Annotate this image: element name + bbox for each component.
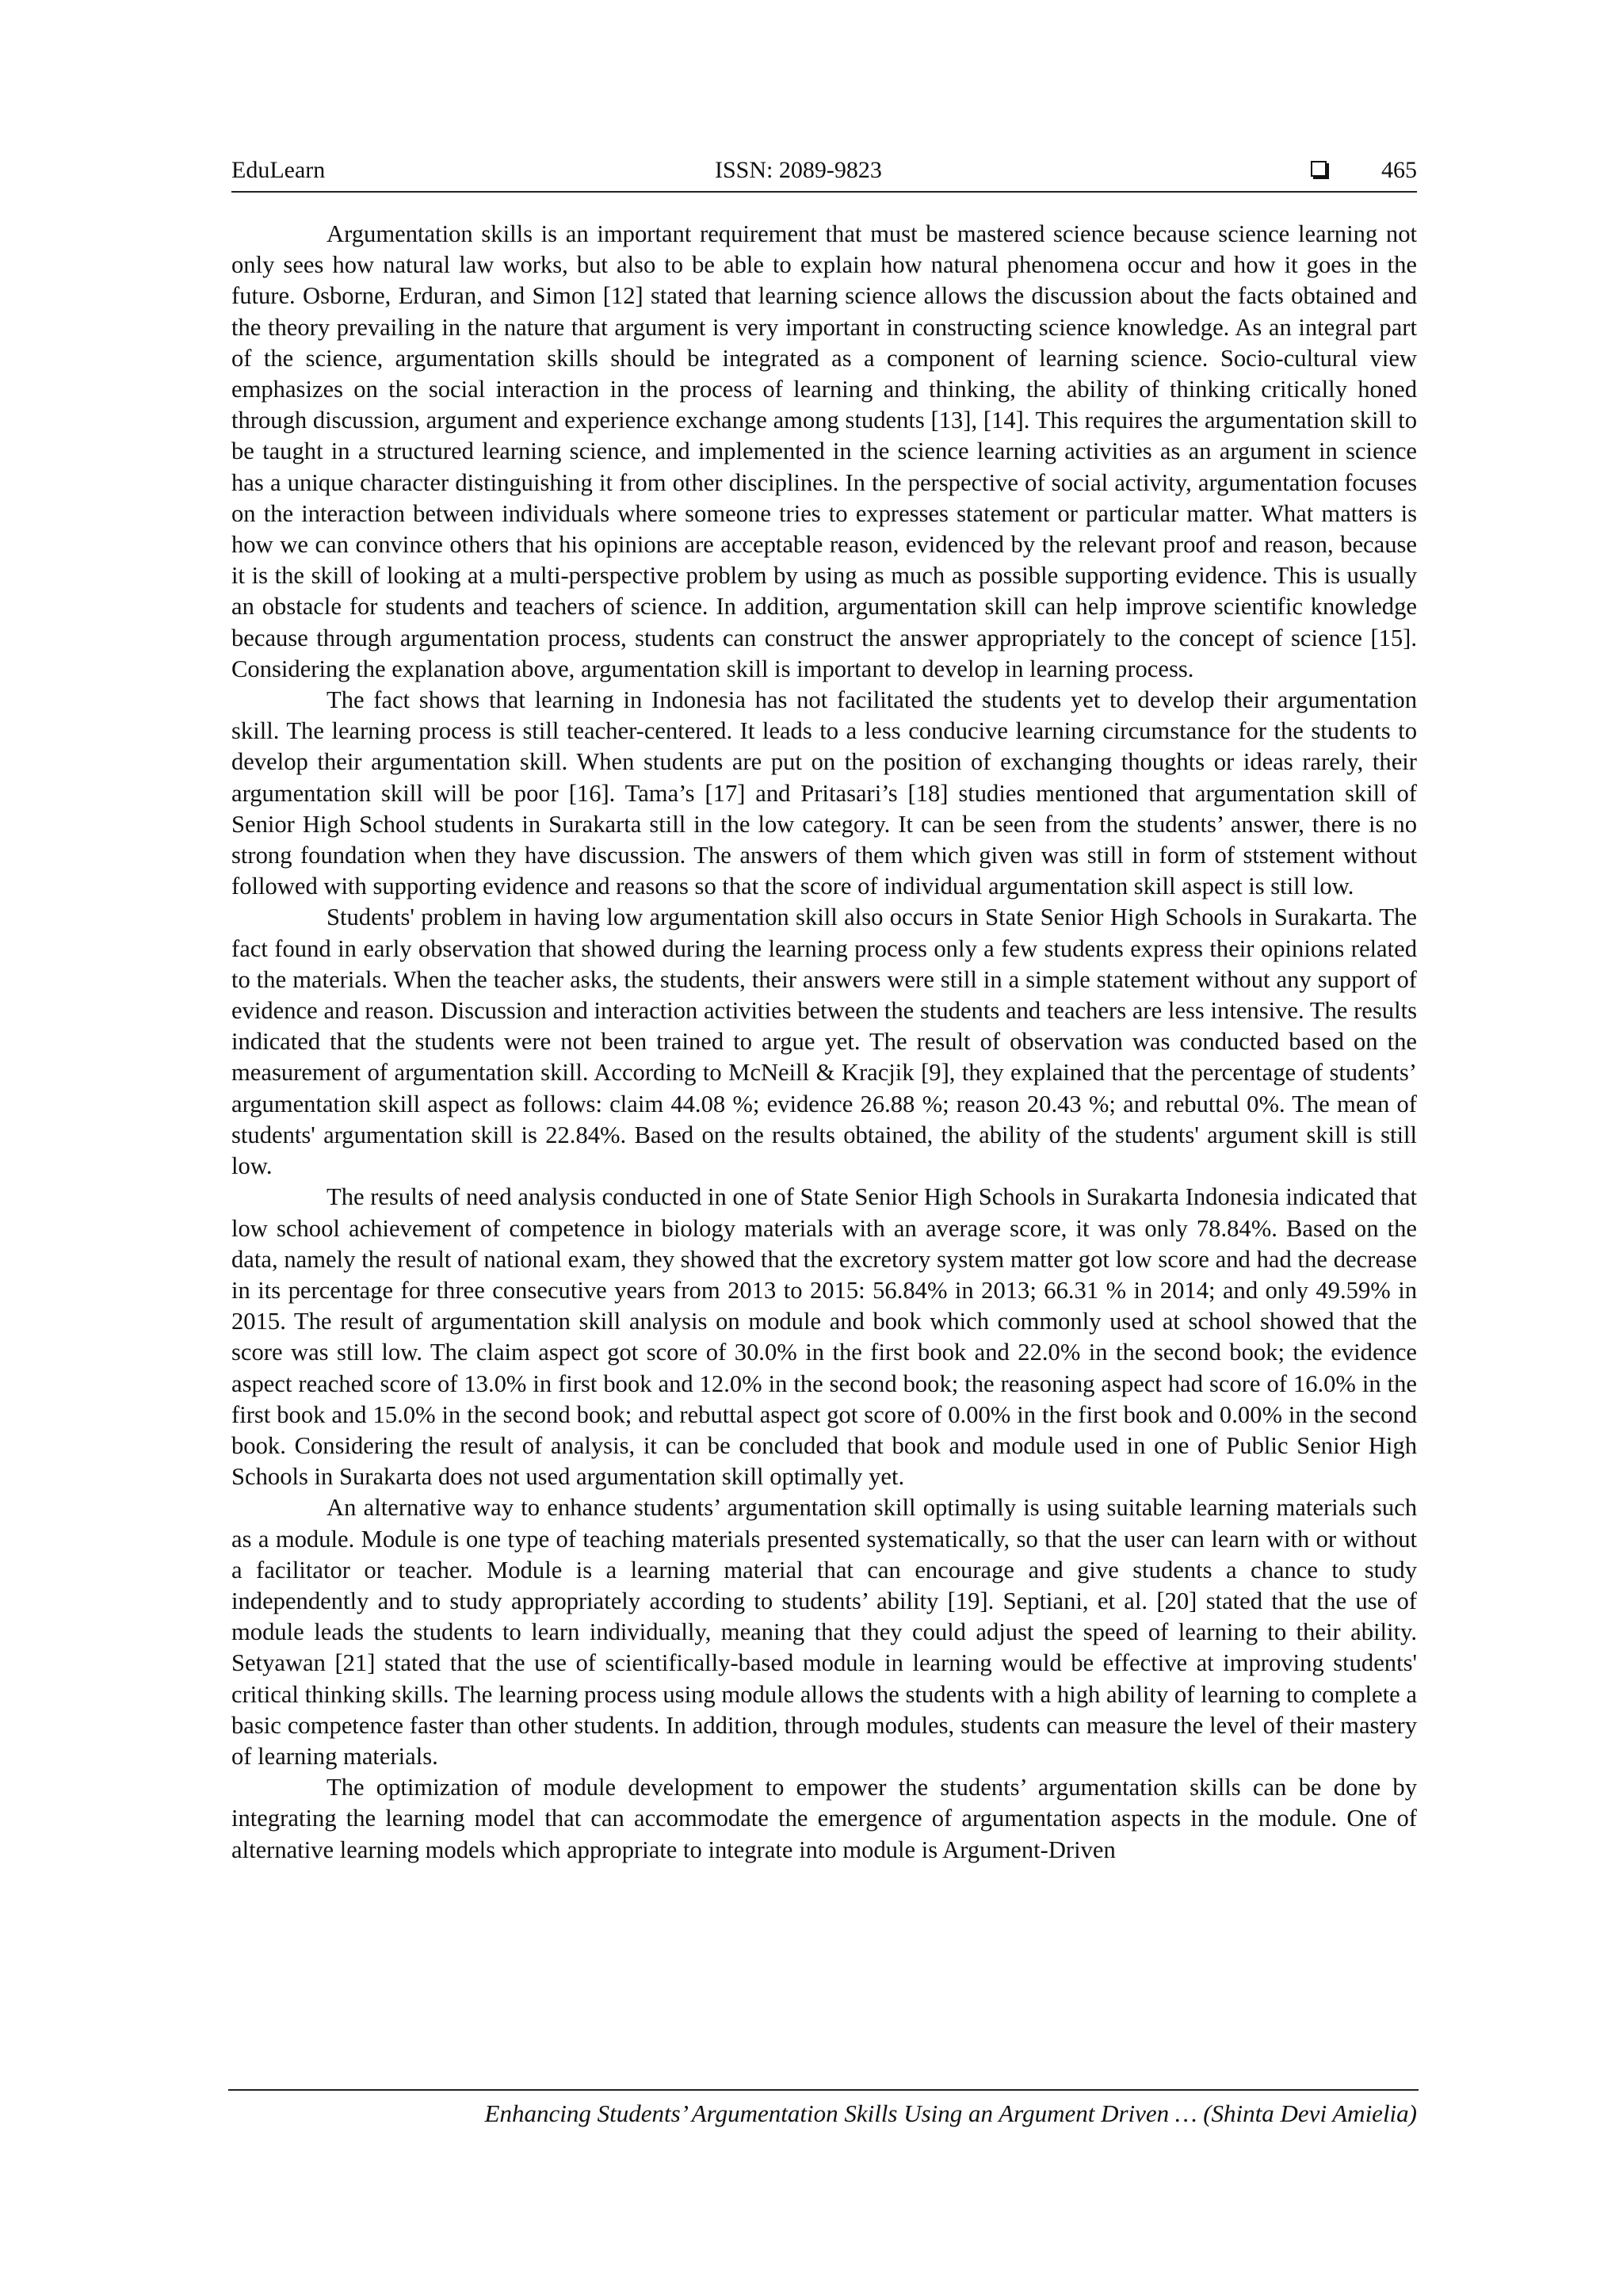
paragraph-5: An alternative way to enhance students’ argumentation skill optimally is using suitable learning materials such as a module. Module is one type of teaching materials presented systematically, so that the user can learn with or without a facilitator or teacher. Module is a learning material that can encourage and give students a chance to study independently and to study appropriately according to students’ ability [19]. Septiani, et al. [20] stated that the use of module leads the students to learn individually, meaning that they could adjust the speed of learning to their ability. Setyawan [21] stated that the use of scientifically-based module in learning would be effective at improving students' critical thinking skills. The learning process using module allows the students with a high ability of learning to complete a basic competence faster than other students. In addition, through modules, students can measure the level of their mastery of learning materials. — [231, 1494, 1417, 1770]
paragraph-3: Students' problem in having low argumentation skill also occurs in State Senior High Schools in Surakarta. The fact found in early observation that showed during the learning process only a few students express their opinions related to the materials. When the teacher asks, the students, their answers were still in a simple statement without any support of evidence and reason. Discussion and interaction activities between the students and teachers are less intensive. The results indicated that the students were not been trained to argue yet. The result of observation was conducted based on the measurement of argumentation skill. According to McNeill & Kracjik [9], they explained that the percentage of students’ argumentation skill aspect as follows: claim 44.08 %; evidence 26.88 %; reason 20.43 %; and rebuttal 0%. The mean of students' argumentation skill is 22.84%. Based on the results obtained, the ability of the students' argument skill is still low. — [231, 904, 1417, 1180]
square-box-icon — [1311, 161, 1327, 177]
paragraph-4: The results of need analysis conducted in one of State Senior High Schools in Surakarta Indonesia indicated that low school achievement of competence in biology materials with an average score, it was only 78.84%. Based on the data, namely the result of national exam, they showed that the excretory system matter got low score and had the decrease in its percentage for three consecutive years from 2013 to 2015: 56.84% in 2013; 66.31 % in 2014; and only 49.59% in 2015. The result of argumentation skill analysis on module and book which commonly used at school showed that the score was still low. The claim aspect got score of 30.0% in the first book and 22.0% in the second book; the evidence aspect reached score of 13.0% in first book and 12.0% in the second book; the reasoning aspect had score of 16.0% in the first book and 15.0% in the second book; and rebuttal aspect got score of 0.00% in the first book and 0.00% in the second book. Considering the result of analysis, it can be concluded that book and module used in one of Public Senior High Schools in Surakarta does not used argumentation skill optimally yet. — [231, 1183, 1417, 1491]
issn-label: ISSN: 2089-9823 — [715, 157, 882, 183]
article-body — [231, 219, 1417, 1866]
running-footer: Enhancing Students’ Argumentation Skills Using an Argument Driven … (Shinta Devi Amielia) — [484, 2099, 1417, 2127]
header-divider — [231, 191, 1417, 193]
paragraph-1: Argumentation skills is an important requirement that must be mastered science because science learning not only sees how natural law works, but also to be able to explain how natural phenomena occur and how it goes in the future. Osborne, Erduran, and Simon [12] stated that learning science allows the discussion about the facts obtained and the theory prevailing in the nature that argument is very important in constructing science knowledge. As an integral part of the science, argumentation skills should be integrated as a component of learning science. Socio-cultural view emphasizes on the social interaction in the process of learning and thinking, the ability of thinking critically honed through discussion, argument and experience exchange among students [13], [14]. This requires the argumentation skill to be taught in a structured learning science, and implemented in the science learning activities as an argument in science has a unique character distinguishing it from other disciplines. In the perspective of social activity, argumentation focuses on the interaction between individuals where someone tries to expresses statement or particular matter. What matters is how we can convince others that his opinions are acceptable reason, evidenced by the relevant proof and reason, because it is the skill of looking at a multi-perspective problem by using as much as possible supporting evidence. This is usually an obstacle for students and teachers of science. In addition, argumentation skill can help improve scientific knowledge because through argumentation process, students can construct the answer appropriately to the concept of science [15]. Considering the explanation above, argumentation skill is important to develop in learning process. — [231, 220, 1417, 682]
paragraph-2: The fact shows that learning in Indonesia has not facilitated the students yet to develop their argumentation skill. The learning process is still teacher-centered. It leads to a less conducive learning circumstance for the students to develop their argumentation skill. When students are put on the position of exchanging thoughts or ideas rarely, their argumentation skill will be poor [16]. Tama’s [17] and Pritasari’s [18] studies mentioned that argumentation skill of Senior High School students in Surakarta still in the low category. It can be seen from the students’ answer, there is no strong foundation when they have discussion. The answers of them which given was still in form of ststement without followed with supporting evidence and reasons so that the score of individual argumentation skill aspect is still low. — [231, 686, 1417, 900]
journal-name: EduLearn — [231, 157, 326, 183]
page-number: 465 — [1381, 157, 1417, 183]
paragraph-6: The optimization of module development to empower the students’ argumentation skills can be done by integrating the learning model that can accommodate the emergence of argumentation aspects in the module. One of alternative learning models which appropriate to integrate into module is Argument-Driven — [231, 1774, 1417, 1863]
page-header — [231, 152, 1417, 189]
footer-divider — [228, 2089, 1419, 2091]
